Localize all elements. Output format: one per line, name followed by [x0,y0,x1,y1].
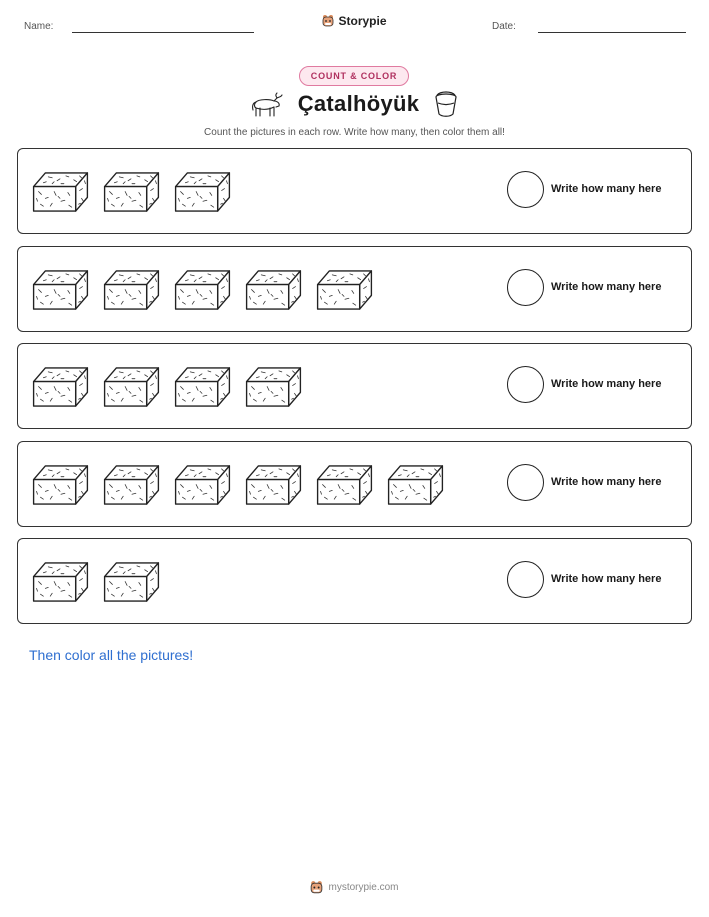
count-row [17,246,692,332]
mud-brick-icon[interactable] [172,267,233,312]
count-row [17,538,692,624]
answer-circle[interactable] [507,366,544,403]
mud-brick-icon[interactable] [243,462,304,507]
mud-brick-icon[interactable] [30,267,91,312]
mud-brick-icon[interactable] [385,462,446,507]
date-label: Date: [492,21,516,32]
page-title: Çatalhöyük [297,91,420,116]
count-color-badge: COUNT & COLOR [299,66,409,86]
picture-group [30,462,446,507]
bucket-icon [433,90,459,118]
site-footer [0,880,709,895]
mud-brick-icon[interactable] [101,559,162,604]
brand [0,14,709,33]
instructions: Count the pictures in each row. Write how many, then color them all! [204,127,505,138]
count-row [17,441,692,527]
mud-brick-icon[interactable] [243,364,304,409]
picture-group [30,364,304,409]
answer-circle[interactable] [507,464,544,501]
mud-brick-icon[interactable] [101,462,162,507]
answer-label: Write how many here [551,573,662,585]
picture-group [30,267,375,312]
mud-brick-icon[interactable] [101,169,162,214]
answer-label: Write how many here [551,475,662,488]
answer-circle[interactable] [507,269,544,306]
mud-brick-icon[interactable] [30,364,91,409]
mud-brick-icon[interactable] [101,364,162,409]
answer-label: Write how many here [551,280,662,293]
answer-label: Write how many here [551,378,662,390]
mud-brick-icon[interactable] [172,462,233,507]
mud-brick-icon[interactable] [314,267,375,312]
title-row [0,90,709,118]
picture-group [30,169,233,214]
bull-icon [250,90,284,118]
color-instruction: Then color all the pictures! [29,647,194,663]
answer-circle[interactable] [507,171,544,208]
mud-brick-icon[interactable] [30,462,91,507]
mud-brick-icon[interactable] [172,169,233,214]
site-url[interactable]: mystorypie.com [328,882,399,893]
storypie-logo-icon [310,880,323,895]
storypie-logo-icon [322,14,334,28]
mud-brick-icon[interactable] [243,267,304,312]
mud-brick-icon[interactable] [30,169,91,214]
name-label: Name: [24,21,54,32]
mud-brick-icon[interactable] [314,462,375,507]
mud-brick-icon[interactable] [172,364,233,409]
count-row [17,148,692,234]
answer-circle[interactable] [507,561,544,598]
mud-brick-icon[interactable] [30,559,91,604]
count-row [17,343,692,429]
answer-label: Write how many here [551,183,662,195]
picture-group [30,559,162,604]
mud-brick-icon[interactable] [101,267,162,312]
date-field-line[interactable] [538,32,686,33]
brand-name: Storypie [338,14,387,28]
